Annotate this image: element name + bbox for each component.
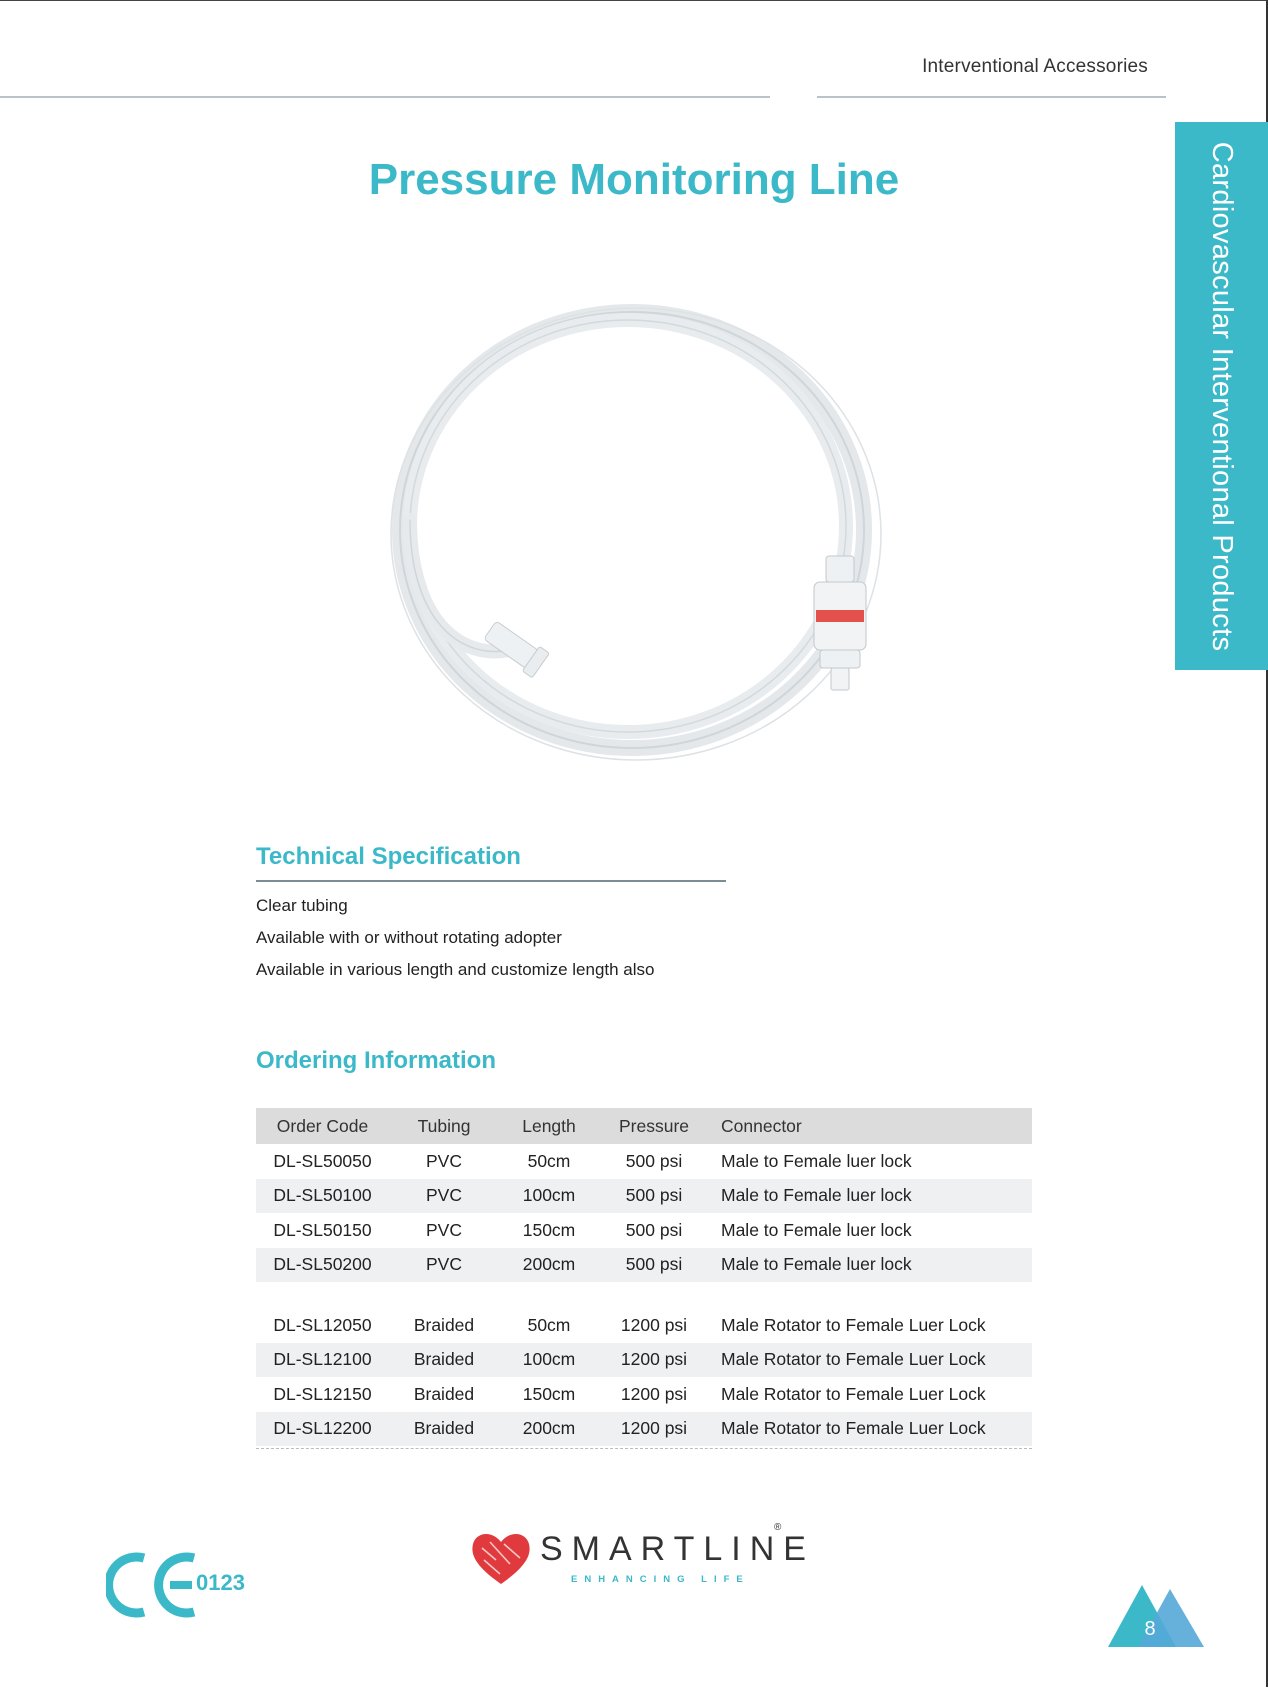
order-code-cell: DL-SL50150 <box>273 1219 372 1240</box>
connector-cell: Male to Female luer lock <box>709 1248 1032 1283</box>
table-row <box>256 1412 1032 1447</box>
order-code-cell: DL-SL50050 <box>273 1150 372 1171</box>
length-cell: 200cm <box>499 1248 599 1283</box>
order-code-cell: DL-SL50200 <box>256 1248 389 1283</box>
table-row <box>256 1343 1032 1378</box>
pressure-cell: 1200 psi <box>599 1412 709 1447</box>
tubing-cell: PVC <box>389 1248 499 1283</box>
tech-spec-divider <box>256 880 726 882</box>
ordering-table <box>256 1108 1032 1446</box>
tubing-cell: Braided <box>413 1383 475 1404</box>
order-code-cell: DL-SL12050 <box>273 1314 372 1335</box>
tech-spec-heading: Technical Specification <box>256 843 521 870</box>
tubing-cell: PVC <box>389 1179 499 1214</box>
table-row <box>256 1377 1032 1412</box>
heart-logo-icon <box>470 1530 532 1586</box>
order-code-cell: DL-SL12150 <box>273 1383 372 1404</box>
tubing-cell: PVC <box>426 1150 462 1171</box>
table-row <box>256 1179 1032 1214</box>
tubing-cell: Braided <box>413 1314 475 1335</box>
connector-cell: Male Rotator to Female Luer Lock <box>721 1314 986 1335</box>
pressure-cell: 500 psi <box>599 1179 709 1214</box>
column-header: Connector <box>709 1108 1032 1144</box>
side-category-tab-label: Cardiovascular Interventional Products <box>1206 141 1239 651</box>
spec-item: Available with or without rotating adopter <box>256 928 562 947</box>
table-bottom-rule <box>256 1448 1032 1450</box>
ce-notified-body-number: 0123 <box>196 1570 245 1595</box>
pressure-cell: 500 psi <box>599 1248 709 1283</box>
column-header: Order Code <box>256 1108 389 1144</box>
table-row <box>256 1213 1032 1248</box>
pressure-cell: 1200 psi <box>620 1314 688 1335</box>
order-code-cell: DL-SL12200 <box>256 1412 389 1447</box>
pressure-cell: 1200 psi <box>620 1383 688 1404</box>
spec-item: Available in various length and customize length also <box>256 960 655 979</box>
product-image <box>370 290 910 780</box>
header-divider-left <box>0 96 770 98</box>
table-row <box>256 1248 1032 1283</box>
length-cell: 50cm <box>527 1150 571 1171</box>
pressure-cell: 500 psi <box>625 1150 683 1171</box>
spec-item: Clear tubing <box>256 896 348 915</box>
header-divider-right <box>817 96 1166 98</box>
table-row <box>256 1308 1032 1343</box>
length-cell: 200cm <box>499 1412 599 1447</box>
connector-cell: Male to Female luer lock <box>709 1179 1032 1214</box>
column-header: Tubing <box>389 1108 499 1144</box>
section-label: Interventional Accessories <box>922 56 1148 77</box>
column-header: Pressure <box>599 1108 709 1144</box>
ordering-info-heading: Ordering Information <box>256 1047 496 1074</box>
pressure-cell: 1200 psi <box>599 1343 709 1378</box>
tubing-cell: Braided <box>389 1412 499 1447</box>
length-cell: 150cm <box>522 1383 576 1404</box>
connector-cell: Male Rotator to Female Luer Lock <box>721 1383 986 1404</box>
tubing-cell: Braided <box>389 1343 499 1378</box>
page-number: 8 <box>1144 1618 1156 1640</box>
order-code-cell: DL-SL50100 <box>256 1179 389 1214</box>
table-group-spacer <box>256 1282 1032 1308</box>
table-row <box>256 1144 1032 1179</box>
connector-cell: Male to Female luer lock <box>721 1219 912 1240</box>
connector-cell: Male Rotator to Female Luer Lock <box>709 1412 1032 1447</box>
order-code-cell: DL-SL12100 <box>256 1343 389 1378</box>
brand-name: SMARTLINE <box>540 1530 815 1568</box>
tubing-cell: PVC <box>426 1219 462 1240</box>
length-cell: 50cm <box>527 1314 571 1335</box>
column-header: Length <box>499 1108 599 1144</box>
brand-registered-mark: ® <box>774 1522 782 1533</box>
length-cell: 150cm <box>522 1219 576 1240</box>
length-cell: 100cm <box>499 1343 599 1378</box>
page-title: Pressure Monitoring Line <box>368 155 900 204</box>
brand-tagline: ENHANCING LIFE <box>571 1574 750 1585</box>
connector-cell: Male to Female luer lock <box>721 1150 912 1171</box>
connector-cell: Male Rotator to Female Luer Lock <box>709 1343 1032 1378</box>
table-header-row <box>256 1108 1032 1144</box>
length-cell: 100cm <box>499 1179 599 1214</box>
pressure-cell: 500 psi <box>625 1219 683 1240</box>
